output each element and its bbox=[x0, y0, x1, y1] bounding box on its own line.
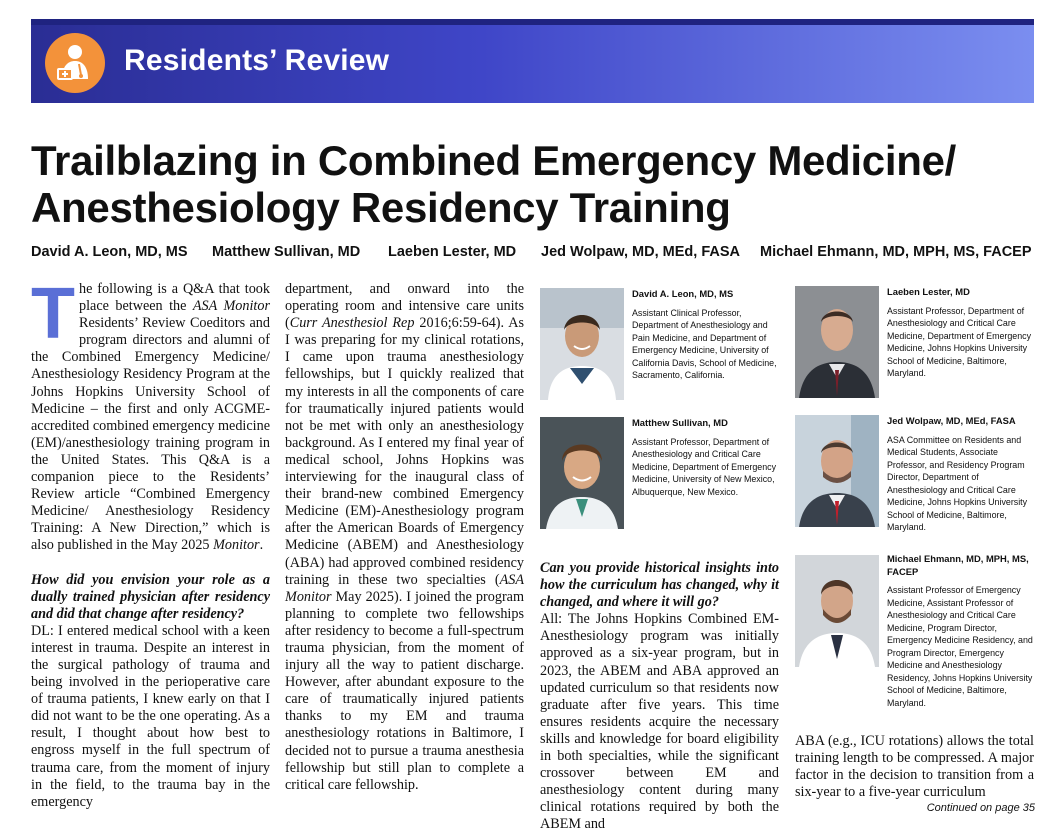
answer-2-part-2: ABA (e.g., ICU rotations) allows the total training length to be compressed. A major factor in the decision to transition from a six-year to a five-year curriculum bbox=[795, 733, 1034, 801]
bio-name: Michael Ehmann, MD, MPH, MS, FACEP bbox=[887, 553, 1029, 577]
bio-text: ASA Committee on Residents and Medical Students, Associate Professor, and Residency Program Director, Department of Anesthesiology and Critical Care Medicine, Johns Hopkins University School of Medicine, Baltimore, Maryland. bbox=[887, 434, 1028, 532]
answer-1-part-2: department, and onward into the operating room and intensive care units (Curr Anesthesiol Rep 2016;6:59-64). As I was preparing for my clinical rotations, I came upon trauma anesthesiology fellowships, but I quickly realized that my interests in all the components of care for traumatically injured patients would not be met with only an anesthesiology background. As I entered my final year of medical school, Johns Hopkins was interviewing for the inaugural class of their brand-new combined Emergency Medicine (EM)-Anesthesiology program after the American Boards of Emergency Medicine (ABEM) and Anesthesiology (ABA) had approved combined residency training in these two specialties (ASA Monitor May 2025). I joined the program planning to complete two fellowships after residency to become a full-spectrum trauma physician, from the moment of injury all the way to patient discharge. However, after abundant exposure to the care of traumatically injured patients thanks to my EM and trauma anesthesiology rotations in Baltimore, I decided not to pursue a trauma anesthesia fellowship but still plan to complete a critical care fellowship. bbox=[285, 281, 524, 793]
bio-name: Matthew Sullivan, MD bbox=[632, 417, 728, 428]
author-photo-wolpaw bbox=[795, 415, 879, 527]
article-column-1 bbox=[31, 274, 270, 811]
article-column-4 bbox=[795, 733, 1034, 801]
author-byline: Jed Wolpaw, MD, MEd, FASA bbox=[541, 244, 740, 260]
author-bio bbox=[887, 553, 1033, 709]
author-photo-leon bbox=[540, 288, 624, 400]
bio-text: Assistant Professor, Department of Anesthesiology and Critical Care Medicine, Department of Emergency Medicine, University of New Mexico, Albuquerque, New Mexico. bbox=[632, 436, 777, 497]
intro-paragraph: The following is a Q&A that took place between the ASA Monitor Residents’ Review Coeditors and program directors and alumni of the Combined Emergency Medicine/ Anesthesiology Residency Program at the Johns Hopkins University School of Medicine – the first and only ACGME-accredited combined emergency medicine (EM)/anesthesiology training program in the United States. This Q&A is a companion piece to the Residents’ Review article “Combined Emergency Medicine/ Anesthesiology Residency Training: A New Direction,” which is also published in the May 2025 Monitor. bbox=[31, 274, 270, 554]
continued-note: Continued on page 35 bbox=[926, 802, 1035, 814]
bio-text: Assistant Clinical Professor, Department of Anesthesiology and Pain Medicine, and Department of Emergency Medicine, University of California Davis, School of Medicine, Sacramento, California. bbox=[632, 307, 777, 380]
author-bio bbox=[887, 415, 1033, 534]
article-title-line1: Trailblazing in Combined Emergency Medicine/ bbox=[31, 137, 956, 184]
medical-worker-icon bbox=[45, 33, 105, 93]
article-title bbox=[31, 137, 1031, 231]
author-photo-ehmann bbox=[795, 555, 879, 667]
author-photo-sullivan bbox=[540, 417, 624, 529]
author-bio bbox=[632, 417, 782, 498]
banner-top-rule bbox=[31, 19, 1034, 25]
section-title: Residents’ Review bbox=[124, 44, 390, 77]
bio-name: Jed Wolpaw, MD, MEd, FASA bbox=[887, 415, 1016, 426]
bio-name: David A. Leon, MD, MS bbox=[632, 288, 734, 299]
author-bio bbox=[887, 286, 1033, 380]
drop-cap: T bbox=[31, 274, 75, 354]
article-column-3 bbox=[540, 560, 779, 834]
bio-text: Assistant Professor of Emergency Medicine, Assistant Professor of Anesthesiology and Critical Care Medicine, Program Director, Emergency Medicine Residency, and Program Director, Emergency Medicine and Anesthesiology Residency, Johns Hopkins University School of Medicine, Baltimore, Maryland. bbox=[887, 585, 1033, 708]
article-title-line2: Anesthesiology Residency Training bbox=[31, 184, 731, 231]
author-photo-lester bbox=[795, 286, 879, 398]
author-byline: Michael Ehmann, MD, MPH, MS, FACEP bbox=[760, 244, 1032, 260]
author-byline: Laeben Lester, MD bbox=[388, 244, 517, 260]
author-byline: Matthew Sullivan, MD bbox=[212, 244, 361, 260]
answer-2-part-1: All: The Johns Hopkins Combined EM-Anesthesiology program was initially approved as a six-year program, but in 2023, the ABEM and ABA approved an updated curriculum so that residents now graduate after five years. This time ensures residents acquire the necessary skills and knowledge for board eligibility in both specialties, while the significant crossover between EM and anesthesiology content during many clinical rotations required by both the ABEM and bbox=[540, 611, 779, 833]
author-byline: David A. Leon, MD, MS bbox=[31, 244, 188, 260]
answer-1-part-1: DL: I entered medical school with a keen interest in trauma. Despite an interest in the surgical pathology of trauma and being involved in the perioperative care of trauma patients, I knew early on that I did not want to be the one operating. As a result, I thought about how best to engross myself in the full spectrum of trauma care, from the moment of injury in the field, to the trauma bay in the emergency bbox=[31, 622, 270, 810]
bio-name: Laeben Lester, MD bbox=[887, 286, 970, 297]
author-bio bbox=[632, 288, 782, 382]
article-column-2 bbox=[285, 281, 524, 794]
bio-text: Assistant Professor, Department of Anesthesiology and Critical Care Medicine, Department of Emergency Medicine, Johns Hopkins University School of Medicine, Baltimore, Maryland. bbox=[887, 305, 1032, 378]
question-2: Can you provide historical insights into how the curriculum has changed, why it changed, and where it will go? bbox=[540, 560, 779, 611]
question-1: How did you envision your role as a dually trained physician after residency and did that change after residency? bbox=[31, 571, 270, 622]
